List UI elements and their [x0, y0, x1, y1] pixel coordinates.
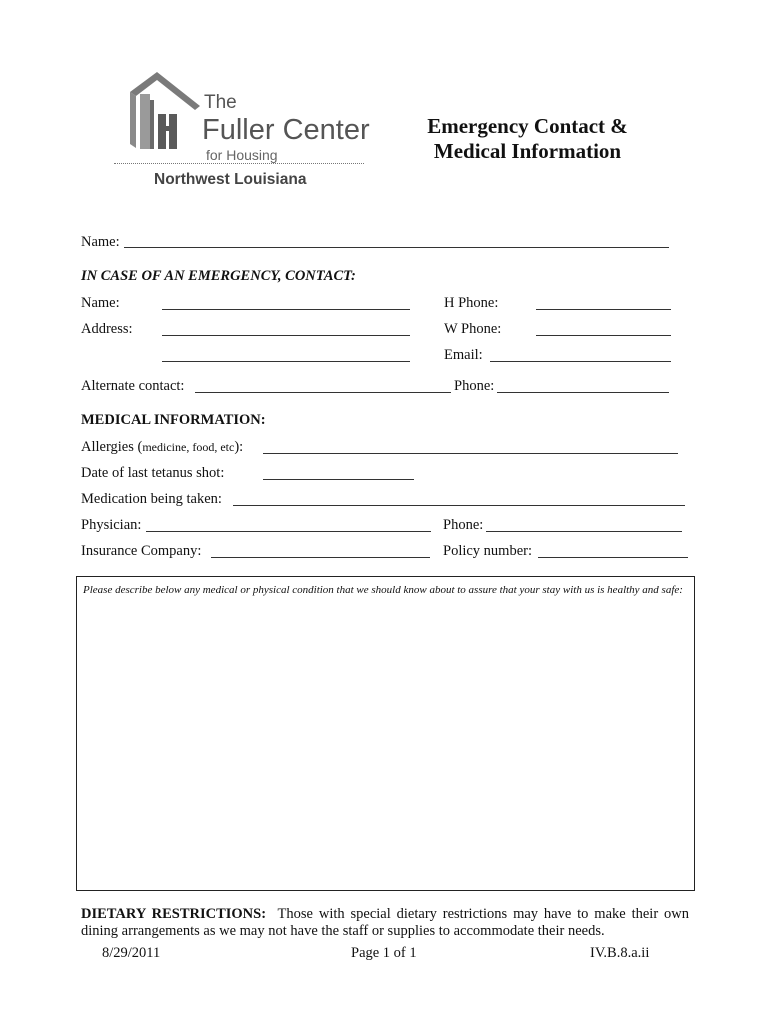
dietary-text: Those with special dietary restrictions may have to make their own dining arrangements as we may not have the staff or supplies to accommodate their needs.	[81, 906, 690, 939]
h-phone-field[interactable]	[536, 309, 671, 310]
dietary-restrictions	[81, 906, 689, 940]
policy-field[interactable]	[538, 557, 688, 558]
page-title	[400, 114, 655, 164]
physician-phone-label: Phone:	[443, 517, 484, 533]
medication-field[interactable]	[233, 505, 685, 506]
medical-heading: MEDICAL INFORMATION:	[81, 412, 266, 428]
w-phone-label: W Phone:	[444, 321, 502, 337]
footer-date: 8/29/2011	[102, 945, 161, 961]
allergies-label-a: Allergies (	[81, 439, 143, 455]
allergies-label	[81, 439, 243, 455]
condition-description-box[interactable]	[76, 576, 695, 891]
logo-the: The	[204, 92, 237, 113]
email-label: Email:	[444, 347, 483, 363]
condition-description-prompt: Please describe below any medical or physical condition that we should know about to assure that your stay with us is healthy and safe:	[83, 584, 683, 596]
footer-code: IV.B.8.a.ii	[590, 945, 650, 961]
allergies-label-b: medicine, food, etc	[142, 440, 235, 454]
address-field-2[interactable]	[162, 361, 410, 362]
logo-region: Northwest Louisiana	[154, 171, 307, 188]
tetanus-label: Date of last tetanus shot:	[81, 465, 225, 481]
insurance-label: Insurance Company:	[81, 543, 202, 559]
alternate-contact-label: Alternate contact:	[81, 378, 185, 394]
title-line-2: Medical Information	[433, 139, 622, 163]
w-phone-field[interactable]	[536, 335, 671, 336]
allergies-label-c: ):	[234, 439, 244, 455]
logo	[112, 70, 372, 195]
logo-for-housing: for Housing	[206, 147, 278, 163]
logo-divider	[114, 163, 364, 164]
house-logo-icon	[112, 70, 212, 150]
email-field[interactable]	[490, 361, 671, 362]
alternate-phone-field[interactable]	[497, 392, 669, 393]
footer-page: Page 1 of 1	[351, 945, 417, 961]
tetanus-field[interactable]	[263, 479, 414, 480]
h-phone-label: H Phone:	[444, 295, 499, 311]
physician-label: Physician:	[81, 517, 142, 533]
emergency-heading: IN CASE OF AN EMERGENCY, CONTACT:	[81, 268, 356, 284]
title-line-1: Emergency Contact &	[427, 114, 628, 138]
name-field[interactable]	[124, 247, 669, 248]
alternate-phone-label: Phone:	[454, 378, 495, 394]
allergies-field[interactable]	[263, 453, 678, 454]
name-label: Name:	[81, 234, 120, 250]
physician-field[interactable]	[146, 531, 431, 532]
address-label: Address:	[81, 321, 133, 337]
dietary-heading: DIETARY RESTRICTIONS:	[81, 906, 267, 922]
logo-fuller-center: Fuller Center	[202, 114, 370, 146]
address-field-1[interactable]	[162, 335, 410, 336]
insurance-field[interactable]	[211, 557, 430, 558]
emergency-name-field[interactable]	[162, 309, 410, 310]
policy-label: Policy number:	[443, 543, 533, 559]
emergency-name-label: Name:	[81, 295, 120, 311]
alternate-contact-field[interactable]	[195, 392, 451, 393]
medication-label: Medication being taken:	[81, 491, 222, 507]
physician-phone-field[interactable]	[486, 531, 682, 532]
